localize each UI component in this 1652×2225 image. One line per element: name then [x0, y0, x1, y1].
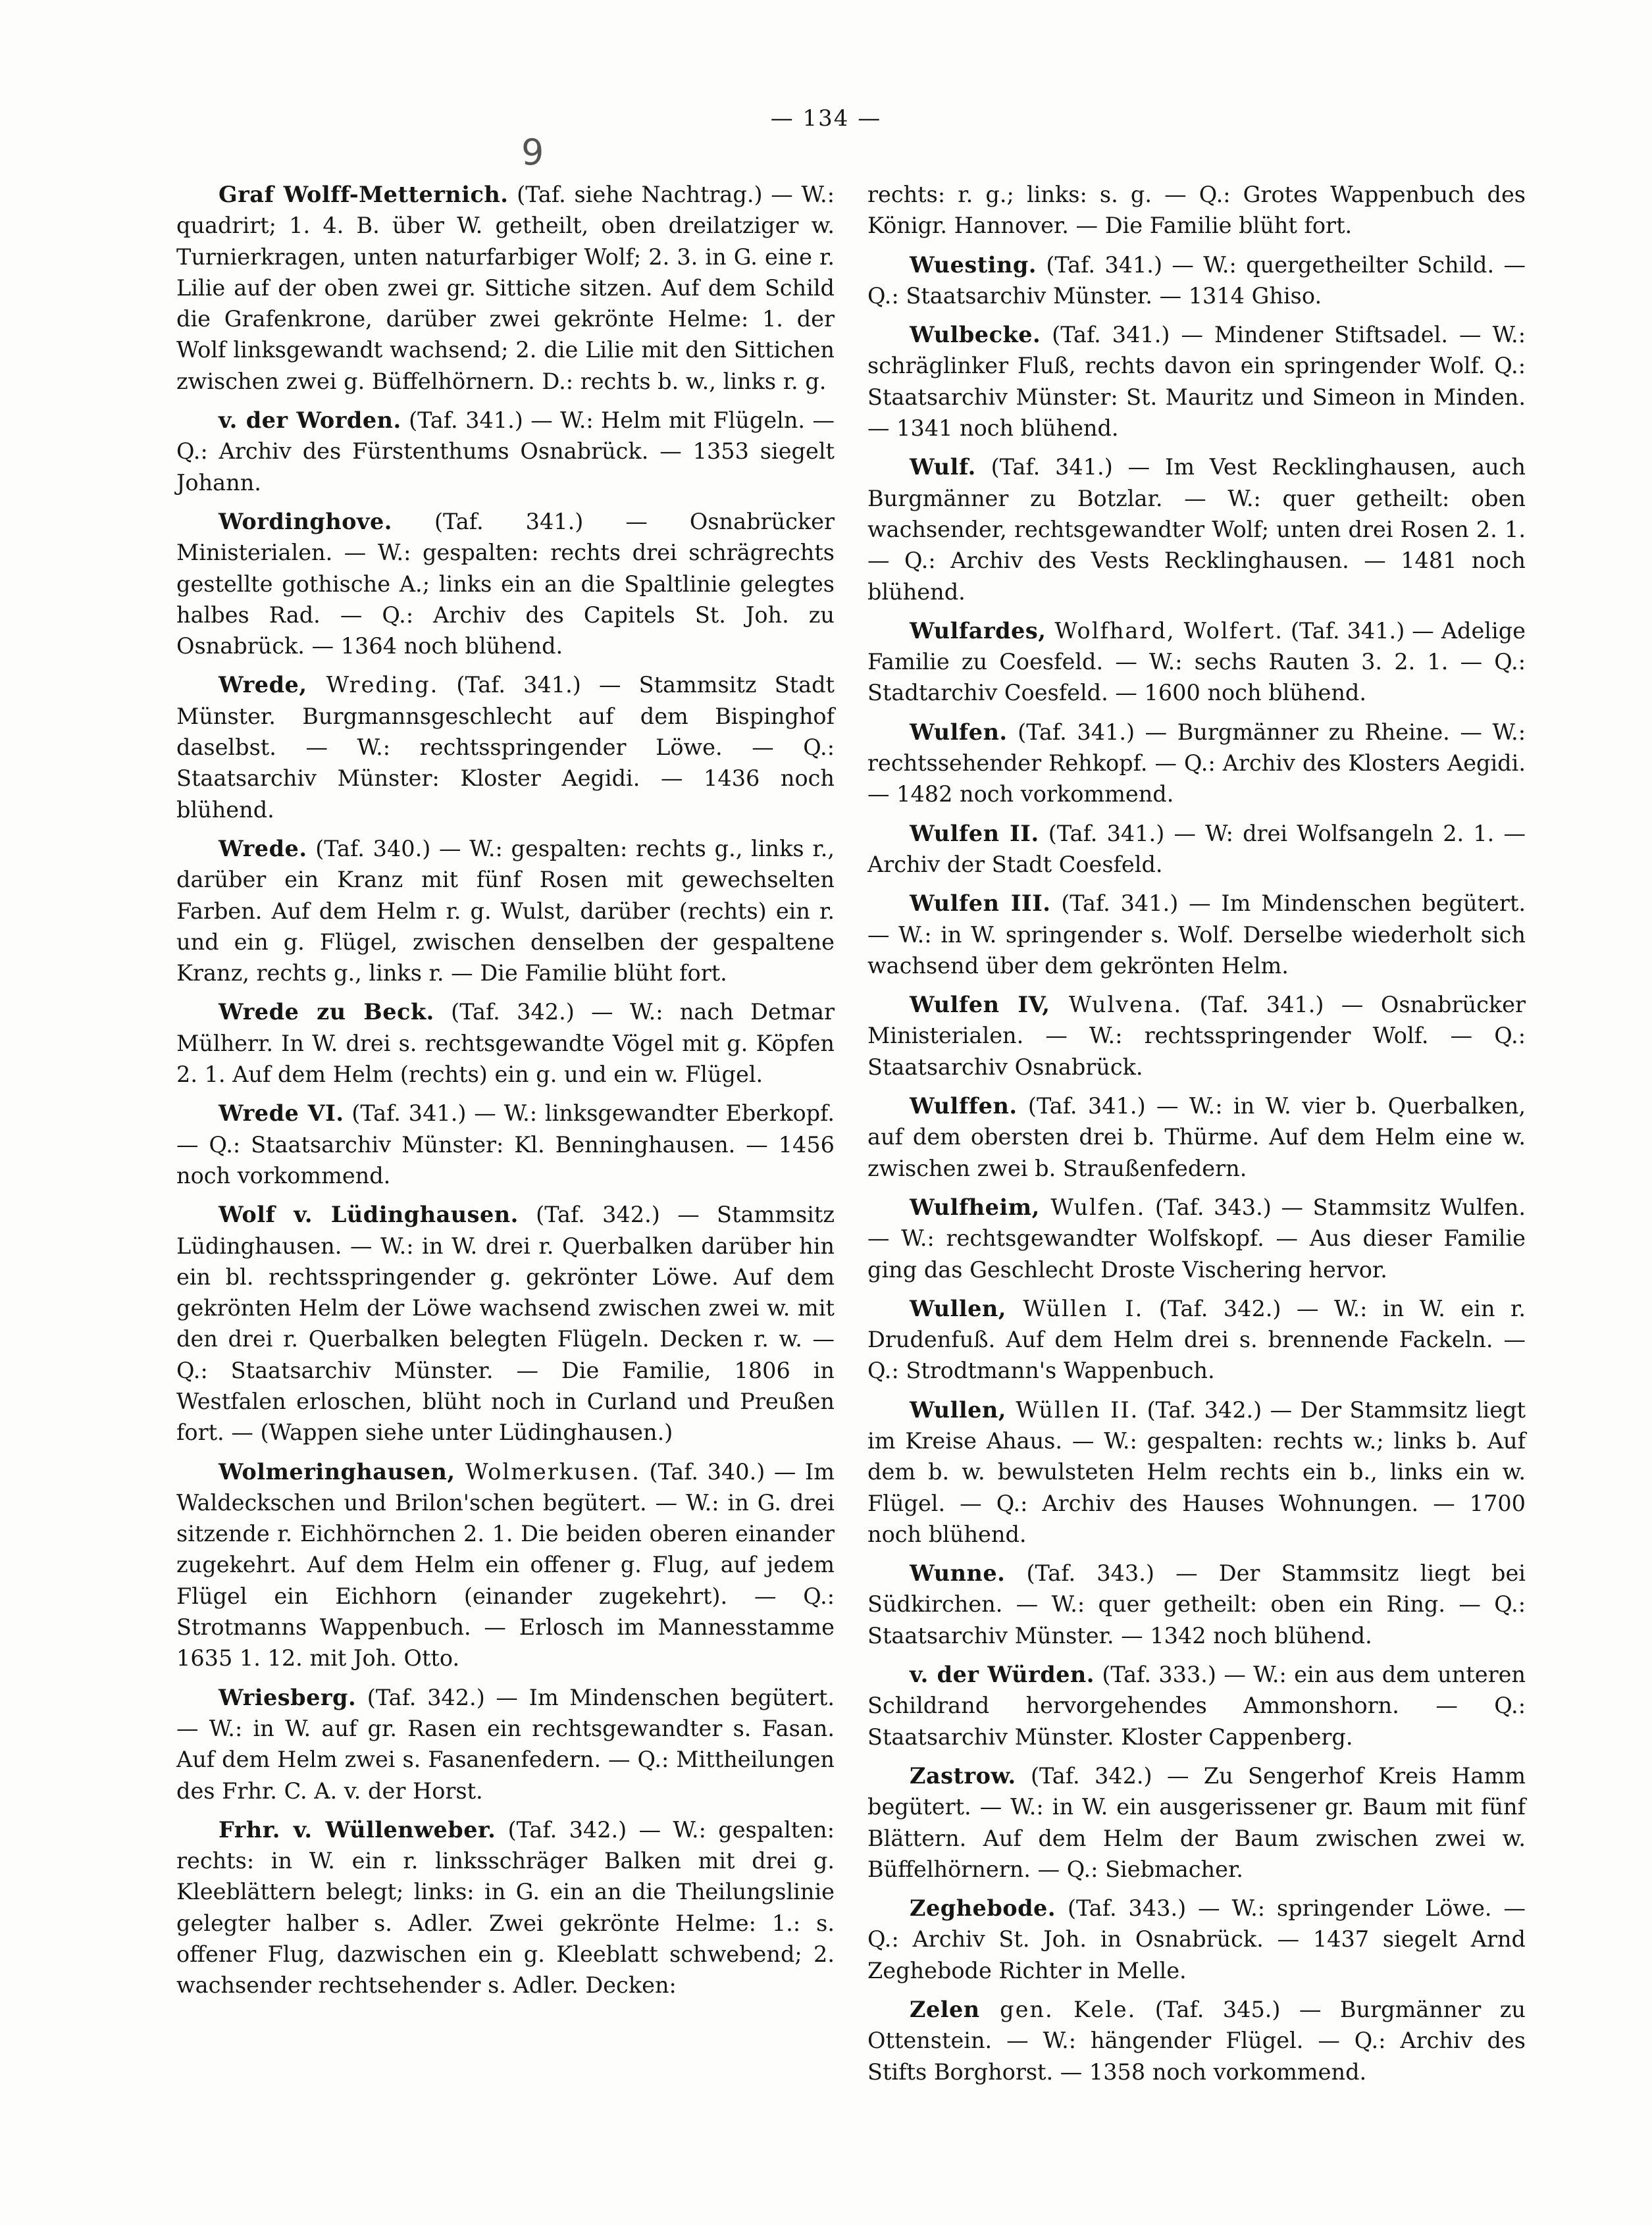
- entry: Frhr. v. Wüllenweber. (Taf. 342.) — W.: gespalten: rechts: in W. ein r. linksschräger Balken mit drei g. Kleeblättern belegt; links: in G. ein an die Theilungslinie gelegter halber s. Adler. Zwei gekrönte Helme: 1.: s. offener Flug, dazwischen ein g. Kleeblatt schwebend; 2. wachsender rechtsehender s. Adler. Decken:: [176, 1816, 835, 1999]
- entry: Zastrow. (Taf. 342.) — Zu Sengerhof Kreis Hamm begütert. — W.: in W. ein ausgerissener gr. Baum mit fünf Blättern. Auf dem Helm der Baum zwischen zwei w. Büffelhörnern. — Q.: Siebmacher.: [867, 1762, 1526, 1882]
- entry: Wrede VI. (Taf. 341.) — W.: linksgewandter Eberkopf. — Q.: Staatsarchiv Münster: Kl. Benninghausen. — 1456 noch vorkommend.: [176, 1100, 835, 1189]
- entry: Zeghebode. (Taf. 343.) — W.: springender Löwe. — Q.: Archiv St. Joh. in Osnabrück. — 1437 siegelt Arnd Zeghebode Richter in Melle.: [867, 1895, 1526, 1983]
- entry: Wulfen IV, Wulvena. (Taf. 341.) — Osnabrücker Ministerialen. — W.: rechtsspringender Wolf. — Q.: Staatsarchiv Osnabrück.: [867, 992, 1526, 1080]
- entry: Wrede, Wreding. (Taf. 341.) — Stammsitz Stadt Münster. Burgmannsgeschlecht auf dem Bispinghof daselbst. — W.: rechtsspringender Löwe. — Q.: Staatsarchiv Münster: Kloster Aegidi. — 1436 noch blühend.: [176, 672, 835, 823]
- entry: Wulfardes, Wolfhard, Wolfert. (Taf. 341.) — Adelige Familie zu Coesfeld. — W.: sechs Rauten 3. 2. 1. — Q.: Stadtarchiv Coesfeld. — 1600 noch blühend.: [867, 617, 1526, 706]
- entry: Graf Wolff-Metternich. (Taf. siehe Nachtrag.) — W.: quadrirt; 1. 4. B. über W. getheilt, oben dreilatziger w. Turnierkragen, unten naturfarbiger Wolf; 2. 3. in G. eine r. Lilie auf der oben zwei gr. Sittiche sitzen. Auf dem Schild die Grafenkrone, darüber zwei gekrönte Helme: 1. der Wolf linksgewandt wachsend; 2. die Lilie mit den Sittichen zwischen zwei g. Büffelhörnern. D.: rechts b. w., links r. g.: [176, 182, 835, 394]
- entry: Wullen, Wüllen I. (Taf. 342.) — W.: in W. ein r. Drudenfuß. Auf dem Helm drei s. brennende Fackeln. — Q.: Strodtmann's Wappenbuch.: [867, 1295, 1526, 1384]
- entry: v. der Würden. (Taf. 333.) — W.: ein aus dem unteren Schildrand hervorgehendes Ammonshorn. — Q.: Staatsarchiv Münster. Kloster Cappenberg.: [867, 1662, 1526, 1750]
- page-number: — 134 —: [770, 105, 882, 132]
- entry: Wullen, Wüllen II. (Taf. 342.) — Der Stammsitz liegt im Kreise Ahaus. — W.: gespalten: rechts w.; links b. Auf dem b. w. bewulsteten Helm rechts ein b., links ein w. Flügel. — Q.: Archiv des Hauses Wohnungen. — 1700 noch blühend.: [867, 1396, 1526, 1547]
- entry: Wulfheim, Wulfen. (Taf. 343.) — Stammsitz Wulfen. — W.: rechtsgewandter Wolfskopf. — Aus dieser Familie ging das Geschlecht Droste Vischering hervor.: [867, 1194, 1526, 1283]
- entry: Zelen gen. Kele. (Taf. 345.) — Burgmänner zu Ottenstein. — W.: hängender Flügel. — Q.: Archiv des Stifts Borghorst. — 1358 noch vorkommend.: [867, 1997, 1526, 2085]
- entry: Wunne. (Taf. 343.) — Der Stammsitz liegt bei Südkirchen. — W.: quer getheilt: oben ein Ring. — Q.: Staatsarchiv Münster. — 1342 noch blühend.: [867, 1560, 1526, 1649]
- entry: Wolmeringhausen, Wolmerkusen. (Taf. 340.) — Im Waldeckschen und Brilon'schen begütert. — W.: in G. drei sitzende r. Eichhörnchen 2. 1. Die beiden oberen einander zugekehrt. Auf dem Helm ein offener g. Flug, auf jedem Flügel ein Eichhorn (einander zugekehrt). — Q.: Strotmanns Wappenbuch. — Erlosch im Mannesstamme 1635 1. 12. mit Joh. Otto.: [176, 1458, 835, 1672]
- entry: Wolf v. Lüdinghausen. (Taf. 342.) — Stammsitz Lüdinghausen. — W.: in W. drei r. Querbalken darüber hin ein bl. rechtsspringender g. gekrönter Löwe. Auf dem gekrönten Helm der Löwe wachsend zwischen zwei w. mit den drei r. Querbalken belegten Flügeln. Decken r. w. — Q.: Staatsarchiv Münster. — Die Familie, 1806 in Westfalen erloschen, blüht noch in Curland und Preußen fort. — (Wappen siehe unter Lüdinghausen.): [176, 1202, 835, 1446]
- entry: Wulfen II. (Taf. 341.) — W: drei Wolfsangeln 2. 1. — Archiv der Stadt Coesfeld.: [867, 820, 1526, 877]
- entry: Wordinghove. (Taf. 341.) — Osnabrücker Ministerialen. — W.: gespalten: rechts drei schrägrechts gestellte gothische A.; links ein an die Spaltlinie gelegtes halbes Rad. — Q.: Archiv des Capitels St. Joh. zu Osnabrück. — 1364 noch blühend.: [176, 508, 835, 659]
- entry: Wriesberg. (Taf. 342.) — Im Mindenschen begütert. — W.: in W. auf gr. Rasen ein rechtsgewandter s. Fasan. Auf dem Helm zwei s. Fasanenfedern. — Q.: Mittheilungen des Frhr. C. A. v. der Horst.: [176, 1684, 835, 1804]
- right-column: [867, 179, 1526, 2095]
- entry: v. der Worden. (Taf. 341.) — W.: Helm mit Flügeln. — Q.: Archiv des Fürstenthums Osnabrück. — 1353 siegelt Johann.: [176, 407, 835, 496]
- entry-continuation: rechts: r. g.; links: s. g. — Q.: Grotes Wappenbuch des Königr. Hannover. — Die Familie blüht fort.: [867, 182, 1526, 239]
- entry: Wuesting. (Taf. 341.) — W.: quergetheilter Schild. — Q.: Staatsarchiv Münster. — 1314 Ghiso.: [867, 251, 1526, 309]
- entry: Wrede. (Taf. 340.) — W.: gespalten: rechts g., links r., darüber ein Kranz mit fünf Rosen mit gewechselten Farben. Auf dem Helm r. g. Wulst, darüber (rechts) ein r. und ein g. Flügel, zwischen denselben der gespaltene Kranz, rechts g., links r. — Die Familie blüht fort.: [176, 835, 835, 986]
- entry: Wulbecke. (Taf. 341.) — Mindener Stiftsadel. — W.: schräglinker Fluß, rechts davon ein springender Wolf. Q.: Staatsarchiv Münster: St. Mauritz und Simeon in Minden. — 1341 noch blühend.: [867, 322, 1526, 442]
- entry: Wulfen. (Taf. 341.) — Burgmänner zu Rheine. — W.: rechtssehender Rehkopf. — Q.: Archiv des Klosters Aegidi. — 1482 noch vorkommend.: [867, 719, 1526, 807]
- entry: Wulfen III. (Taf. 341.) — Im Mindenschen begütert. — W.: in W. springender s. Wolf. Derselbe wiederholt sich wachsend über dem gekrönten Helm.: [867, 890, 1526, 979]
- pencil-mark: 9: [521, 132, 544, 173]
- entry: Wulf. (Taf. 341.) — Im Vest Recklinghausen, auch Burgmänner zu Botzlar. — W.: quer getheilt: oben wachsender, rechtsgewandter Wolf; unten drei Rosen 2. 1. — Q.: Archiv des Vests Recklinghausen. — 1481 noch blühend.: [867, 454, 1526, 605]
- entry: Wulffen. (Taf. 341.) — W.: in W. vier b. Querbalken, auf dem obersten drei b. Thürme. Auf dem Helm eine w. zwischen zwei b. Straußenfedern.: [867, 1093, 1526, 1181]
- left-column: [176, 179, 835, 2009]
- entry: Wrede zu Beck. (Taf. 342.) — W.: nach Detmar Mülherr. In W. drei s. rechtsgewandte Vögel mit g. Köpfen 2. 1. Auf dem Helm (rechts) ein g. und ein w. Flügel.: [176, 999, 835, 1088]
